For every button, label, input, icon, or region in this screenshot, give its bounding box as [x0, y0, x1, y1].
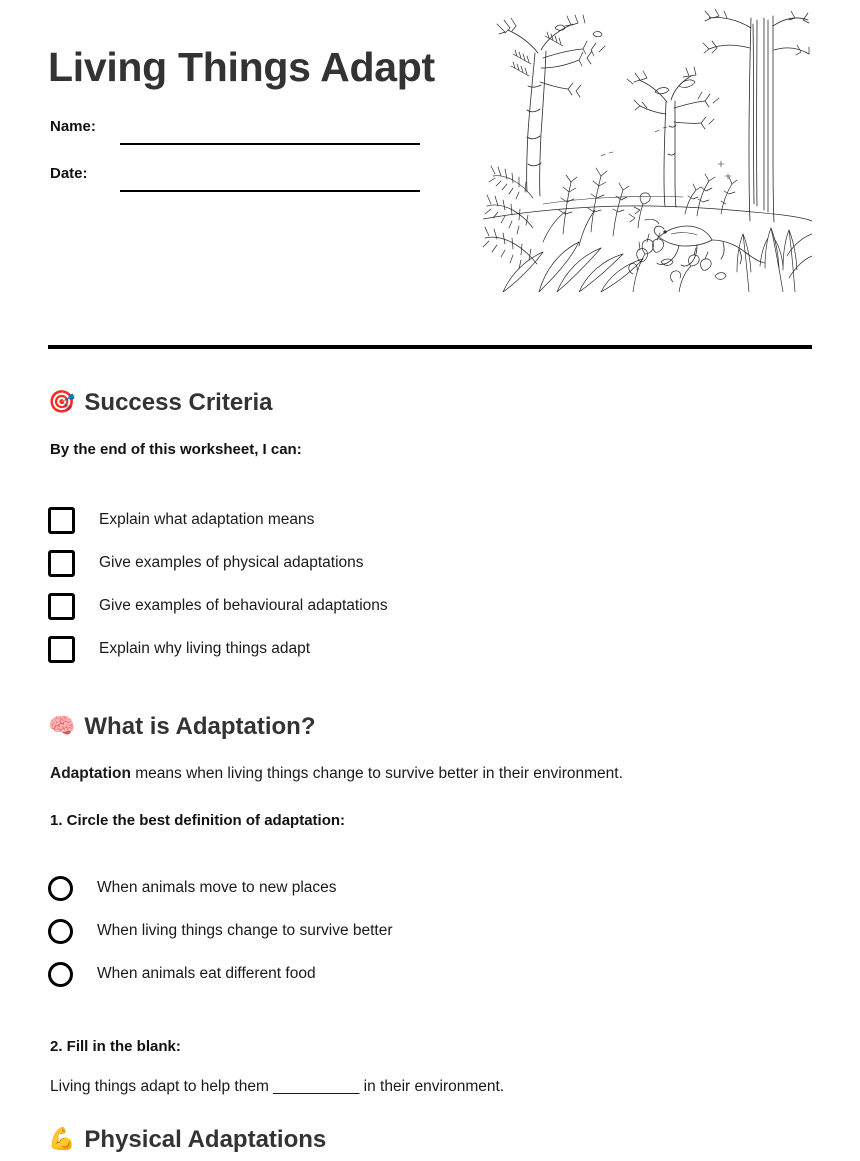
question-1-option-label: When living things change to survive better — [97, 922, 393, 939]
success-criteria-heading — [48, 389, 273, 417]
physical-adaptations-heading-text: Physical Adaptations — [84, 1126, 327, 1153]
page-title: Living Things Adapt — [48, 44, 435, 90]
question-1-option-3[interactable] — [48, 959, 316, 989]
radio-icon[interactable] — [48, 876, 73, 901]
success-criteria-item-4[interactable] — [48, 634, 310, 664]
adaptation-definition — [50, 765, 623, 783]
flexed-biceps-icon: 💪 — [48, 1127, 76, 1152]
forest-scene-line-art — [483, 6, 812, 292]
what-is-adaptation-heading — [48, 713, 316, 741]
success-criteria-item-label: Give examples of physical adaptations — [99, 554, 364, 571]
question-1-option-1[interactable] — [48, 873, 337, 903]
success-criteria-item-2[interactable] — [48, 548, 364, 578]
question-1-option-label: When animals eat different food — [97, 965, 316, 982]
name-field-label: Name: — [50, 118, 96, 135]
adaptation-definition-rest: means when living things change to survive better in their environment. — [130, 765, 623, 782]
radio-icon[interactable] — [48, 919, 73, 944]
success-criteria-intro: By the end of this worksheet, I can: — [50, 441, 302, 458]
success-criteria-item-label: Explain what adaptation means — [99, 511, 315, 528]
what-is-adaptation-heading-text: What is Adaptation? — [84, 713, 316, 740]
checkbox-icon[interactable] — [48, 636, 75, 663]
physical-adaptations-heading — [48, 1126, 326, 1154]
fill-blank-sentence[interactable]: Living things adapt to help them __________ in their environment. — [50, 1078, 505, 1095]
adaptation-definition-term: Adaptation — [50, 765, 131, 782]
success-criteria-heading-text: Success Criteria — [84, 389, 273, 416]
success-criteria-item-label: Give examples of behavioural adaptations — [99, 597, 388, 614]
question-1-option-2[interactable] — [48, 916, 393, 946]
success-criteria-item-3[interactable] — [48, 591, 388, 621]
question-2-prompt: 2. Fill in the blank: — [50, 1038, 181, 1055]
name-input-line[interactable] — [120, 143, 420, 145]
checkbox-icon[interactable] — [48, 550, 75, 577]
date-field-label: Date: — [50, 165, 88, 182]
brain-icon: 🧠 — [48, 714, 76, 739]
question-1-option-label: When animals move to new places — [97, 879, 337, 896]
radio-icon[interactable] — [48, 962, 73, 987]
checkbox-icon[interactable] — [48, 593, 75, 620]
target-icon: 🎯 — [48, 390, 76, 415]
success-criteria-item-1[interactable] — [48, 505, 314, 535]
question-1-prompt: 1. Circle the best definition of adaptation: — [50, 812, 346, 829]
checkbox-icon[interactable] — [48, 507, 75, 534]
header-divider — [48, 345, 812, 349]
date-input-line[interactable] — [120, 190, 420, 192]
success-criteria-item-label: Explain why living things adapt — [99, 640, 311, 657]
